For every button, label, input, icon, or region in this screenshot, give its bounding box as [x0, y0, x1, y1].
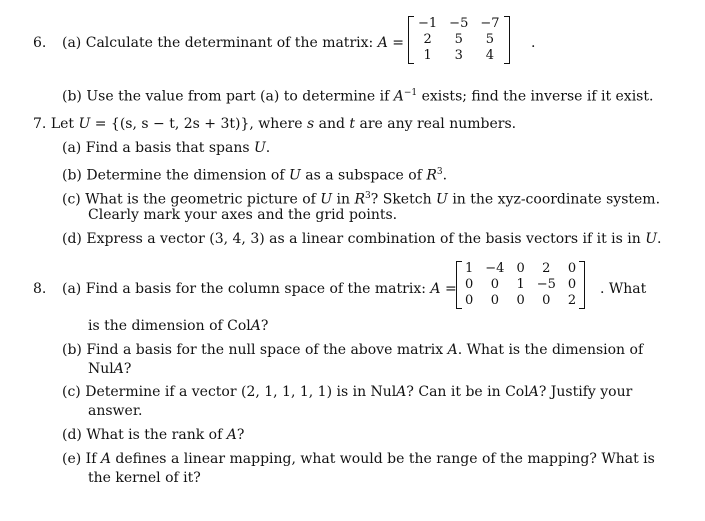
q8-a-line2: is the dimension of ColA? [88, 318, 269, 334]
q6-a-text: (a) Calculate the determinant of the matrix: A = [62, 35, 404, 51]
q8-number: 8. [33, 281, 47, 297]
q6-b-text: (b) Use the value from part (a) to determine if $A^{-1}$ exists; find the inverse if it exist. [62, 88, 654, 105]
q7-a: (a) Find a basis that spans U. [62, 140, 271, 156]
q8-matrix-cell: 0 [516, 261, 525, 276]
q8-c: (c) Determine if a vector (2, 1, 1, 1, 1) is in NulA? Can it be in ColA? Justify your [62, 384, 633, 400]
q8-e: (e) If A defines a linear mapping, what would be the range of the mapping? What is [62, 451, 655, 467]
q6-matrix-cell: 5 [485, 32, 495, 47]
q8-matrix-cell: 0 [465, 277, 474, 292]
q6-number: 6. [33, 35, 47, 51]
q6-matrix-cell: −7 [480, 16, 500, 31]
q7-d: (d) Express a vector (3, 4, 3) as a linear combination of the basis vectors if it is in U. [62, 231, 662, 247]
q8-b-line2: NulA? [88, 361, 132, 377]
q6-matrix-cell: 3 [454, 48, 463, 63]
q8-matrix-cell: 0 [516, 293, 525, 308]
q6-matrix-cell: 4 [485, 48, 495, 63]
q8-matrix-cell: 0 [465, 293, 474, 308]
q8-matrix-cell: 2 [567, 293, 577, 308]
q6-matrix-cell: −5 [449, 16, 469, 31]
q6-matrix-cell: −1 [418, 16, 438, 31]
q6-a-end: . [531, 35, 536, 51]
q8-matrix-cell: −5 [536, 277, 556, 292]
q6-matrix-cell: 2 [423, 32, 432, 47]
q8-matrix-cell: 1 [516, 277, 525, 292]
q8-matrix-cell: 0 [542, 293, 551, 308]
q8-matrix-cell: 0 [567, 261, 577, 276]
q8-a-text: (a) Find a basis for the column space of the matrix: A = [62, 281, 457, 297]
q6-matrix-cell: 1 [423, 48, 432, 63]
q8-a-after: . What [600, 281, 647, 297]
q8-b: (b) Find a basis for the null space of the above matrix A. What is the dimension of [62, 342, 644, 358]
q8-matrix-cell: −4 [485, 261, 505, 276]
q8-c-line2: answer. [88, 403, 143, 419]
q8-e-line2: the kernel of it? [88, 470, 201, 486]
q8-matrix-cell: 0 [490, 293, 499, 308]
q7-intro: 7. Let U = {(s, s − t, 2s + 3t)}, where s and t are any real numbers. [33, 116, 517, 132]
q8-matrix-cell: 0 [490, 277, 499, 292]
q7-b: (b) Determine the dimension of U as a subspace of $R^3$. [62, 167, 448, 184]
q8-matrix [456, 261, 585, 309]
q8-d: (d) What is the rank of A? [62, 427, 245, 443]
q8-matrix-cell: 1 [465, 261, 474, 276]
q7-c-line2: Clearly mark your axes and the grid points. [88, 207, 398, 223]
q8-matrix-cell: 2 [542, 261, 551, 276]
q7-c: (c) What is the geometric picture of U in $R^3$? Sketch U in the xyz-coordinate system. [62, 191, 661, 208]
q6-matrix [408, 16, 510, 64]
q8-matrix-cell: 0 [567, 277, 577, 292]
q6-matrix-cell: 5 [454, 32, 463, 47]
